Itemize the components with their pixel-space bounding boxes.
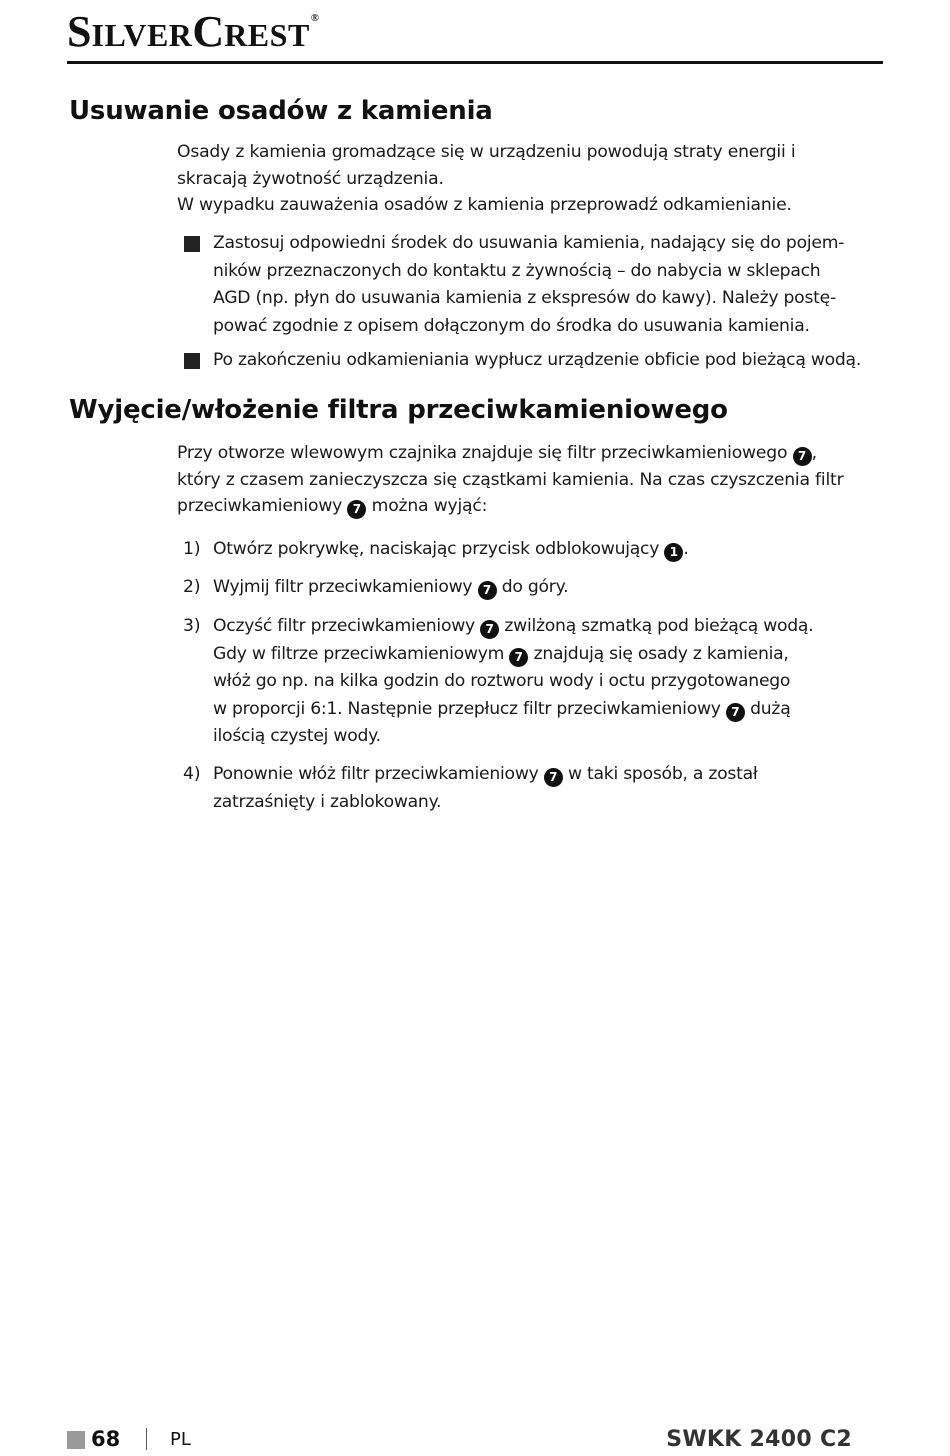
filter-number-icon: 7	[509, 648, 528, 667]
footer-square-icon	[67, 1431, 85, 1449]
text-line: Po zakończeniu odkamieniania wypłucz urządzenie obficie pod bieżącą wodą.	[213, 350, 862, 370]
text-line: AGD (np. płyn do usuwania kamienia z ekspresów do kawy). Należy postę-	[213, 288, 836, 308]
section-heading-descaling: Usuwanie osadów z kamienia	[69, 96, 493, 126]
filter-number-icon: 7	[478, 581, 497, 600]
text-line: skracają żywotność urządzenia.	[177, 168, 444, 189]
section-heading-filter: Wyjęcie/włożenie filtra przeciwkamieniowego	[69, 395, 728, 425]
bullet-descaler	[213, 230, 893, 340]
step-4: Ponownie włóż filtr przeciwkamieniowy 7 w taki sposób, a został zatrzaśnięty i zablokowany.	[213, 761, 893, 816]
text-line: zatrzaśnięty i zablokowany.	[213, 791, 442, 812]
footer-divider	[146, 1428, 147, 1450]
filter-number-icon: 7	[347, 500, 366, 519]
bullet-square-icon	[184, 353, 200, 369]
model-number: SWKK 2400 C2	[666, 1427, 852, 1452]
text-line: pować zgodnie z opisem dołączonym do środka do usuwania kamienia.	[213, 315, 810, 336]
brand-logo: SILVERCREST®	[67, 7, 319, 56]
language-code: PL	[170, 1429, 191, 1450]
bullet-rinse	[213, 347, 893, 375]
text-line: ilością czystej wody.	[213, 726, 381, 746]
filter-number-icon: 7	[793, 447, 812, 466]
step-number: 3)	[183, 616, 201, 636]
step-3: Oczyść filtr przeciwkamieniowy 7 zwilżoną szmatką pod bieżącą wodą. Gdy w filtrze przeciwkamieniowym 7 znajdują się osady z kamienia, włóż go np. na kilka godzin do roztworu wody i octu przygotowanego w proporcji 6:1. Następnie przepłucz filtr przeciwkamieniowy 7 dużą ilością czystej wody.	[213, 613, 893, 751]
filter-intro: Przy otworze wlewowym czajnika znajduje się filtr przeciwkamieniowego 7 , który z czasem zanieczyszcza się cząstkami kamienia. Na czas czyszczenia filtr przeciwkamieniowy 7 można wyjąć:	[177, 440, 877, 520]
page-number: 68	[91, 1427, 121, 1451]
unlock-button-number-icon: 1	[664, 543, 683, 562]
descaling-intro	[177, 139, 877, 219]
header-rule	[67, 61, 883, 64]
text-line: W wypadku zauważenia osadów z kamienia przeprowadź odkamienianie.	[177, 195, 792, 215]
text-line: Zastosuj odpowiedni środek do usuwania kamienia, nadający się do pojem-	[213, 233, 845, 253]
step-2: Wyjmij filtr przeciwkamieniowy 7 do góry.	[213, 574, 893, 602]
text-line: który z czasem zanieczyszcza się cząstkami kamienia. Na czas czyszczenia filtr	[177, 469, 844, 490]
step-number: 4)	[183, 764, 201, 784]
text-line: Osady z kamienia gromadzące się w urządzeniu powodują straty energii i	[177, 142, 796, 162]
filter-number-icon: 7	[726, 703, 745, 722]
text-line: ników przeznaczonych do kontaktu z żywnością – do nabycia w sklepach	[213, 260, 821, 281]
bullet-square-icon	[184, 236, 200, 252]
filter-number-icon: 7	[544, 768, 563, 787]
text-line: włóż go np. na kilka godzin do roztworu wody i octu przygotowanego	[213, 671, 791, 691]
step-number: 1)	[183, 539, 201, 559]
filter-number-icon: 7	[480, 620, 499, 639]
step-1: Otwórz pokrywkę, naciskając przycisk odblokowujący 1 .	[213, 536, 893, 564]
step-number: 2)	[183, 577, 201, 597]
